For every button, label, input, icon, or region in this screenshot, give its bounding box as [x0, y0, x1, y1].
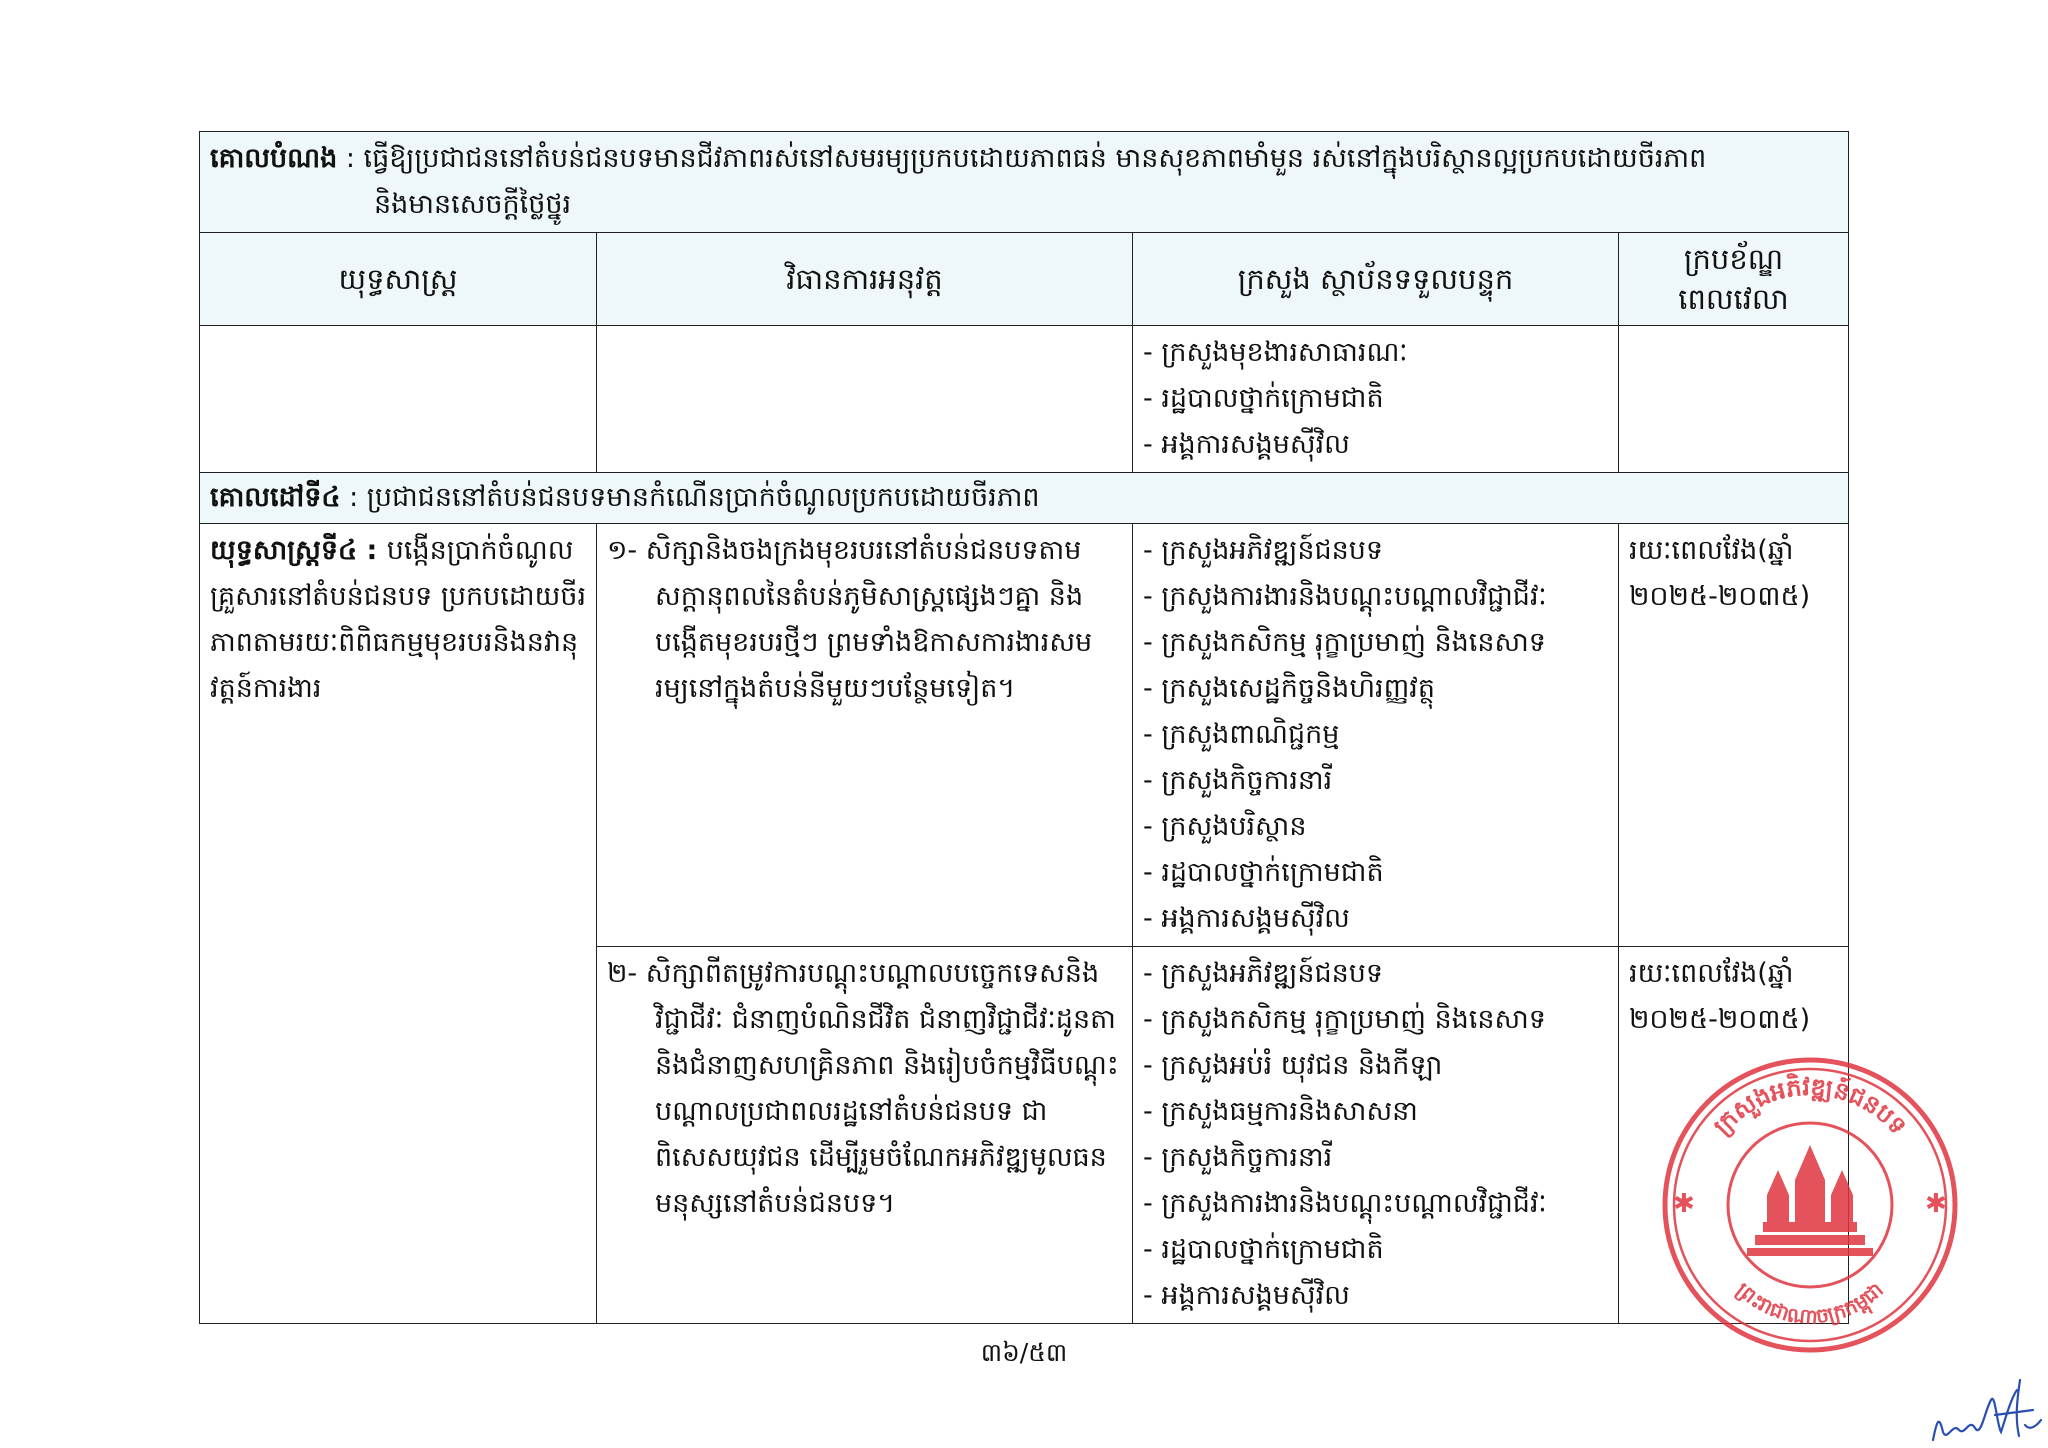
ministry-item: - រដ្ឋបាលថ្នាក់ក្រោមជាតិ [1143, 857, 1384, 888]
ministry-item: - ក្រសួងសេដ្ឋកិច្ចនិងហិរញ្ញវត្ថុ [1143, 673, 1436, 704]
ministry-item: - ក្រសួងបរិស្ថាន [1143, 811, 1307, 842]
column-header-ministry: ក្រសួង ស្ថាប័នទទួលបន្ទុក [1133, 233, 1619, 326]
carry-over-strategy-cell [200, 326, 597, 473]
ministry-item: - រដ្ឋបាលថ្នាក់ក្រោមជាតិ [1143, 383, 1384, 414]
handwritten-signature [1925, 1370, 2045, 1445]
timeframe-line1: រយៈពេលវែង(ឆ្នាំ [1629, 958, 1794, 989]
ministry-item: - រដ្ឋបាលថ្នាក់ក្រោមជាតិ [1143, 1234, 1384, 1265]
ministry-item: - ក្រសួងអភិវឌ្ឍន៍ជនបទ [1143, 958, 1384, 989]
carry-over-timeframe-cell [1619, 326, 1849, 473]
ministry-item: - ក្រសួងអប់រំ យុវជន និងកីឡា [1143, 1050, 1443, 1081]
objective-text: ប្រជាជននៅតំបន់ជនបទមានកំណើនប្រាក់ចំណូលប្រកបដោយចីរភាព [366, 482, 1040, 513]
ministry-item: - អង្គការសង្គមស៊ីវិល [1143, 429, 1350, 460]
timeframe-cell-1 [1619, 524, 1849, 947]
timeframe-header-line2: ពេលវេលា [1678, 282, 1789, 316]
svg-text:✱: ✱ [1925, 1189, 1947, 1219]
action-text-2: ២- សិក្សាពីតម្រូវការបណ្ដុះបណ្ដាលបច្ចេកទេសនិងវិជ្ជាជីវៈ ជំនាញបំណិនជីវិត ជំនាញវិជ្ជាជីវៈដូនតា និងជំនាញសហគ្រិនភាព និងរៀបចំកម្មវិធីបណ្ដុះបណ្ដាលប្រជាពលរដ្ឋនៅតំបន់ជនបទ ជាពិសេសយុវជន ដើម្បីរួមចំណែកអភិវឌ្ឍមូលធនមនុស្សនៅតំបន់ជនបទ។ [607, 958, 1119, 1219]
strategy-cell [200, 524, 597, 1324]
carry-over-ministry-cell [1133, 326, 1619, 473]
goal-cell [200, 132, 1849, 233]
objective-row [200, 473, 1849, 524]
ministry-item: - ក្រសួងមុខងារសាធារណៈ [1143, 337, 1408, 368]
ministry-item: - ក្រសួងពាណិជ្ជកម្ម [1143, 719, 1340, 750]
seal-text-bottom: ព្រះរាជាណាចក្រកម្ពុជា [1732, 1277, 1888, 1329]
ministry-cell-1 [1133, 524, 1619, 947]
goal-label: គោលបំណង [210, 143, 338, 174]
column-header-strategy: យុទ្ធសាស្ត្រ [200, 233, 597, 326]
column-header-row [200, 233, 1849, 326]
timeframe-line2: ២០២៥-២០៣៥) [1629, 1004, 1811, 1035]
ministry-item: - ក្រសួងកសិកម្ម រុក្ខាប្រមាញ់ និងនេសាទ [1143, 1004, 1546, 1035]
temple-emblem-icon [1747, 1145, 1873, 1256]
action-cell-2 [597, 947, 1133, 1324]
carry-over-action-cell [597, 326, 1133, 473]
objective-label: គោលដៅទី៤ [210, 482, 341, 513]
action-plan-table [199, 131, 1849, 1324]
strategy-description: បង្កើនប្រាក់ចំណូលគ្រួសារនៅតំបន់ជនបទ ប្រកបដោយចីរភាពតាមរយៈពិពិធកម្មមុខរបរនិងនវានុវត្តន៍ការងារ [210, 535, 587, 704]
action-cell-1 [597, 524, 1133, 947]
ministry-item: - ក្រសួងការងារនិងបណ្ដុះបណ្ដាលវិជ្ជាជីវៈ [1143, 581, 1547, 612]
ministry-item: - ក្រសួងកសិកម្ម រុក្ខាប្រមាញ់ និងនេសាទ [1143, 627, 1546, 658]
ministry-item: - ក្រសួងកិច្ចការនារី [1143, 1142, 1333, 1173]
column-header-action: វិធានការអនុវត្ត [597, 233, 1133, 326]
timeframe-line2: ២០២៥-២០៣៥) [1629, 581, 1811, 612]
svg-text:✱: ✱ [1673, 1189, 1695, 1219]
timeframe-line1: រយៈពេលវែង(ឆ្នាំ [1629, 535, 1794, 566]
strategy-label: យុទ្ធសាស្ត្រទី៤ [210, 535, 358, 566]
timeframe-header-line1: ក្របខ័ណ្ឌ [1683, 242, 1784, 276]
page-number: ៣៦/៥៣ [980, 1338, 1068, 1367]
strategy-separator: : [357, 535, 387, 566]
objective-cell [200, 473, 1849, 524]
ministry-item: - ក្រសួងកិច្ចការនារី [1143, 765, 1333, 796]
ministry-cell-2 [1133, 947, 1619, 1324]
ministry-item: - អង្គការសង្គមស៊ីវិល [1143, 903, 1350, 934]
ministry-item: - ក្រសួងធម្មការនិងសាសនា [1143, 1096, 1418, 1127]
ministry-item: - ក្រសួងការងារនិងបណ្ដុះបណ្ដាលវិជ្ជាជីវៈ [1143, 1188, 1547, 1219]
carry-over-row [200, 326, 1849, 473]
svg-text:ព្រះរាជាណាចក្រកម្ពុជា [1731, 1277, 1887, 1329]
goal-row [200, 132, 1849, 233]
goal-separator: : [337, 143, 364, 174]
ministry-item: - អង្គការសង្គមស៊ីវិល [1143, 1280, 1350, 1311]
goal-text-line2: និងមានសេចក្ដីថ្លៃថ្នូរ [374, 189, 572, 220]
action-text-1: ១- សិក្សានិងចងក្រងមុខរបរនៅតំបន់ជនបទតាមសក្ដានុពលនៃតំបន់ភូមិសាស្ត្រផ្សេងៗគ្នា និងបង្កើតមុខរបរថ្មីៗ ព្រមទាំងឱកាសការងារសមរម្យនៅក្នុងតំបន់នីមួយៗបន្ថែមទៀត។ [607, 535, 1093, 704]
ministry-item: - ក្រសួងអភិវឌ្ឍន៍ជនបទ [1143, 535, 1384, 566]
objective-separator: : [340, 482, 367, 513]
action-row-1 [200, 524, 1849, 947]
column-header-timeframe [1619, 233, 1849, 326]
strategy-text [210, 528, 586, 712]
seal-text-top: ក្រសួងអភិវឌ្ឍន៍ជនបទ [1707, 1072, 1913, 1141]
goal-text-line1: ធ្វើឱ្យប្រជាជននៅតំបន់ជនបទមានជីវភាពរស់នៅសមរម្យប្រកបដោយភាពធន់ មានសុខភាពមាំមួន រស់នៅក្នុងបរិស្ថានល្អប្រកបដោយចីរភាព [363, 143, 1707, 174]
official-seal-stamp [1655, 1050, 1965, 1360]
